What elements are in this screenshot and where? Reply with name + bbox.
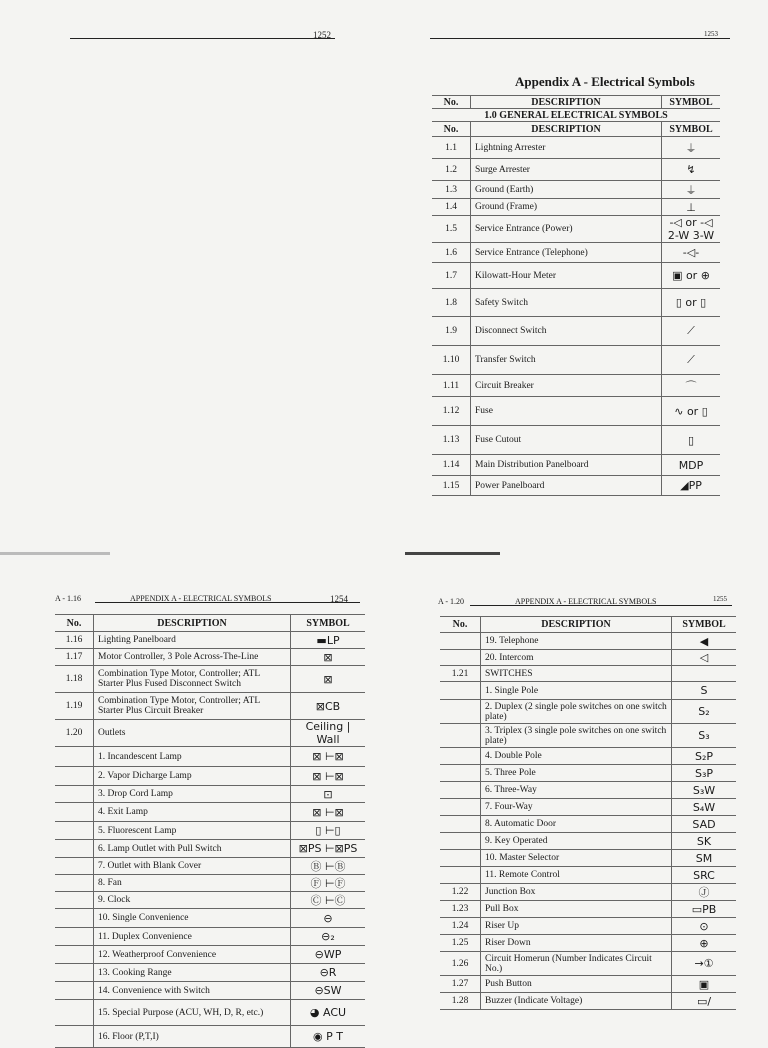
row-symbol: S₄W (672, 799, 737, 816)
row-symbol: SRC (672, 867, 737, 884)
table-row (55, 747, 365, 767)
row-number (55, 946, 94, 964)
row-symbol: S (672, 682, 737, 700)
table-row (432, 455, 720, 476)
table-row (432, 263, 720, 289)
row-number: 1.7 (432, 263, 471, 289)
table-row (55, 649, 365, 666)
row-number: 1.15 (432, 476, 471, 496)
left-side-label: A - 1.16 (55, 594, 81, 603)
row-number: 1.21 (440, 666, 481, 682)
row-number: 1.2 (432, 159, 471, 181)
scan-edge-left (0, 552, 110, 555)
row-number: 1.24 (440, 918, 481, 935)
row-number: 1.20 (55, 720, 94, 747)
row-number: 1.14 (432, 455, 471, 476)
row-description: 7. Four-Way (481, 799, 672, 816)
row-symbol: ⊠CB (291, 693, 366, 720)
row-symbol: ⊙ (672, 918, 737, 935)
row-symbol: ↯ (662, 159, 721, 181)
row-number (55, 786, 94, 803)
row-number (440, 724, 481, 748)
row-number: 1.19 (55, 693, 94, 720)
table-row (55, 858, 365, 875)
table-row (55, 632, 365, 649)
row-description: 15. Special Purpose (ACU, WH, D, R, etc.) (94, 1000, 291, 1026)
row-description: 5. Three Pole (481, 765, 672, 782)
table-row (440, 748, 736, 765)
row-symbol: ⟋ (662, 317, 721, 346)
row-description: Transfer Switch (471, 346, 662, 375)
row-description: Fuse (471, 397, 662, 426)
col-no-header: No. (432, 96, 471, 109)
table-row (55, 786, 365, 803)
row-number: 1.4 (432, 199, 471, 216)
row-number (55, 803, 94, 822)
row-description: Riser Down (481, 935, 672, 952)
row-number (55, 982, 94, 1000)
row-number (55, 892, 94, 909)
row-number: 1.3 (432, 181, 471, 199)
table-row (55, 720, 365, 747)
row-number: 1.8 (432, 289, 471, 317)
table-row (55, 875, 365, 892)
table-row (440, 799, 736, 816)
row-symbol: ⊖WP (291, 946, 366, 964)
row-number: 1.26 (440, 952, 481, 976)
table-row (440, 918, 736, 935)
row-description: 1. Single Pole (481, 682, 672, 700)
row-description: Combination Type Motor, Controller; ATL Starter Plus Circuit Breaker (94, 693, 291, 720)
row-symbol (672, 666, 737, 682)
left-page-number: 1254 (330, 594, 348, 604)
table-row (432, 426, 720, 455)
table-row (55, 909, 365, 928)
row-symbol: ⊠ (291, 649, 366, 666)
table-row (440, 782, 736, 799)
top-rule-right (430, 38, 730, 39)
table-row (432, 346, 720, 375)
row-number (55, 1026, 94, 1048)
row-description: 3. Triplex (3 single pole switches on one switch plate) (481, 724, 672, 748)
table-row (440, 833, 736, 850)
row-symbol: ▭PB (672, 901, 737, 918)
table-row (55, 982, 365, 1000)
row-symbol: ⏚ (662, 181, 721, 199)
row-description: 2. Vapor Dicharge Lamp (94, 767, 291, 786)
row-description: Pull Box (481, 901, 672, 918)
row-number: 1.6 (432, 243, 471, 263)
table-row (432, 397, 720, 426)
table-row (440, 633, 736, 650)
row-symbol: ▣ (672, 976, 737, 993)
table-row (55, 693, 365, 720)
table-row (55, 892, 365, 909)
row-number: 1.27 (440, 976, 481, 993)
row-symbol: S₂P (672, 748, 737, 765)
row-description: Circuit Breaker (471, 375, 662, 397)
row-symbol: ⟋ (662, 346, 721, 375)
row-symbol: SAD (672, 816, 737, 833)
row-symbol: ⊖R (291, 964, 366, 982)
row-symbol: ◀ (672, 633, 737, 650)
row-description: Service Entrance (Power) (471, 216, 662, 243)
row-symbol: -◁- (662, 243, 721, 263)
row-number (55, 747, 94, 767)
table-row (55, 946, 365, 964)
row-description: 10. Master Selector (481, 850, 672, 867)
row-symbol: ▬LP (291, 632, 366, 649)
row-number: 1.9 (432, 317, 471, 346)
col-symbol-header-2: SYMBOL (662, 122, 721, 137)
row-symbol: S₃W (672, 782, 737, 799)
row-symbol: -◁ or -◁ 2-W 3-W (662, 216, 721, 243)
row-description: Fuse Cutout (471, 426, 662, 455)
row-description: 20. Intercom (481, 650, 672, 666)
page-number-1252: 1252 (313, 30, 331, 40)
page-title: Appendix A - Electrical Symbols (515, 74, 695, 89)
row-number (440, 850, 481, 867)
row-symbol: ▯ or ▯ (662, 289, 721, 317)
table-row (432, 199, 720, 216)
right-col-no-header: No. (440, 617, 481, 633)
right-col-desc-header: DESCRIPTION (481, 617, 672, 633)
row-description: Riser Up (481, 918, 672, 935)
row-number: 1.18 (55, 666, 94, 693)
table-row (55, 1000, 365, 1026)
row-number (55, 909, 94, 928)
table-row (440, 682, 736, 700)
table-row (432, 159, 720, 181)
row-symbol: ▯ (662, 426, 721, 455)
row-description: 4. Exit Lamp (94, 803, 291, 822)
table-row (440, 993, 736, 1010)
row-number: 1.22 (440, 884, 481, 901)
table-row (432, 476, 720, 496)
right-symbol-table (440, 616, 736, 1010)
row-symbol: ⊡ (291, 786, 366, 803)
row-number (55, 767, 94, 786)
row-symbol: ⊠ ⊢⊠ (291, 767, 366, 786)
row-number (55, 1000, 94, 1026)
row-number: 1.5 (432, 216, 471, 243)
row-description: Outlets (94, 720, 291, 747)
row-description: Surge Arrester (471, 159, 662, 181)
row-description: 19. Telephone (481, 633, 672, 650)
row-description: 11. Duplex Convenience (94, 928, 291, 946)
table-row (432, 216, 720, 243)
row-number (55, 858, 94, 875)
table-row (440, 850, 736, 867)
row-description: Disconnect Switch (471, 317, 662, 346)
table-row (432, 137, 720, 159)
row-symbol: Ceiling | Wall (291, 720, 366, 747)
table-row (55, 928, 365, 946)
row-symbol: Ⓙ (672, 884, 737, 901)
row-description: Motor Controller, 3 Pole Across-The-Line (94, 649, 291, 666)
row-description: Lighting Panelboard (94, 632, 291, 649)
row-number (55, 840, 94, 858)
row-description: 8. Fan (94, 875, 291, 892)
table-row (55, 803, 365, 822)
table-row (440, 650, 736, 666)
row-number (440, 867, 481, 884)
row-number (55, 928, 94, 946)
page-number-1253: 1253 (704, 30, 718, 38)
right-page-number: 1255 (713, 595, 727, 603)
row-number (440, 748, 481, 765)
row-symbol: SM (672, 850, 737, 867)
left-col-desc-header: DESCRIPTION (94, 615, 291, 632)
row-number (55, 822, 94, 840)
row-symbol: ⊠ ⊢⊠ (291, 747, 366, 767)
table-row (440, 765, 736, 782)
row-description: Buzzer (Indicate Voltage) (481, 993, 672, 1010)
row-description: 1. Incandescent Lamp (94, 747, 291, 767)
row-symbol: ◢PP (662, 476, 721, 496)
table-row (432, 375, 720, 397)
row-symbol: SK (672, 833, 737, 850)
row-number: 1.12 (432, 397, 471, 426)
row-symbol: ⌒ (662, 375, 721, 397)
right-side-label: A - 1.20 (438, 597, 464, 606)
row-description: 12. Weatherproof Convenience (94, 946, 291, 964)
row-number: 1.13 (432, 426, 471, 455)
row-number: 1.25 (440, 935, 481, 952)
row-description: 7. Outlet with Blank Cover (94, 858, 291, 875)
row-number: 1.11 (432, 375, 471, 397)
row-symbol: ▣ or ⊕ (662, 263, 721, 289)
row-symbol: ⏚ (662, 137, 721, 159)
row-description: 5. Fluorescent Lamp (94, 822, 291, 840)
table-row (440, 666, 736, 682)
row-number (440, 782, 481, 799)
table-row (432, 243, 720, 263)
row-description: Kilowatt-Hour Meter (471, 263, 662, 289)
table-row (440, 867, 736, 884)
left-header-text: APPENDIX A - ELECTRICAL SYMBOLS (130, 594, 272, 603)
left-col-no-header: No. (55, 615, 94, 632)
table-row (55, 767, 365, 786)
row-description: 16. Floor (P,T,I) (94, 1026, 291, 1048)
table-row (55, 666, 365, 693)
row-symbol: ⊖₂ (291, 928, 366, 946)
row-symbol: ▭/ (672, 993, 737, 1010)
col-no-header-2: No. (432, 122, 471, 137)
row-symbol: ∿ or ▯ (662, 397, 721, 426)
table-row (55, 822, 365, 840)
table-row (55, 840, 365, 858)
table-row (440, 935, 736, 952)
table-row (440, 976, 736, 993)
row-symbol: S₂ (672, 700, 737, 724)
row-description: 2. Duplex (2 single pole switches on one switch plate) (481, 700, 672, 724)
row-number (440, 682, 481, 700)
row-symbol: ⊕ (672, 935, 737, 952)
row-number (440, 833, 481, 850)
row-symbol: Ⓒ ⊢Ⓒ (291, 892, 366, 909)
row-description: 10. Single Convenience (94, 909, 291, 928)
row-symbol: ⊖ (291, 909, 366, 928)
row-description: Power Panelboard (471, 476, 662, 496)
row-symbol: S₃ (672, 724, 737, 748)
row-number (440, 700, 481, 724)
row-description: Circuit Homerun (Number Indicates Circuit No.) (481, 952, 672, 976)
row-symbol: Ⓑ ⊢Ⓑ (291, 858, 366, 875)
right-header-text: APPENDIX A - ELECTRICAL SYMBOLS (515, 597, 657, 606)
row-symbol: ⊠ (291, 666, 366, 693)
row-description: 3. Drop Cord Lamp (94, 786, 291, 803)
table-row (55, 1026, 365, 1048)
row-description: Ground (Frame) (471, 199, 662, 216)
table-row (432, 181, 720, 199)
row-number (440, 633, 481, 650)
table-row (440, 700, 736, 724)
table-row (432, 289, 720, 317)
row-number: 1.23 (440, 901, 481, 918)
row-description: Junction Box (481, 884, 672, 901)
row-description: 6. Lamp Outlet with Pull Switch (94, 840, 291, 858)
top-rule-left (70, 38, 335, 39)
section-title: 1.0 GENERAL ELECTRICAL SYMBOLS (432, 109, 720, 122)
row-number: 1.1 (432, 137, 471, 159)
row-number (440, 799, 481, 816)
col-desc-header-2: DESCRIPTION (471, 122, 662, 137)
row-symbol: ⊥ (662, 199, 721, 216)
row-number: 1.28 (440, 993, 481, 1010)
row-symbol: ▯ ⊢▯ (291, 822, 366, 840)
row-number (55, 964, 94, 982)
right-header-rule (470, 605, 732, 606)
left-header-rule (95, 602, 360, 603)
row-symbol: ◕ ACU (291, 1000, 366, 1026)
row-symbol: ⊠ ⊢⊠ (291, 803, 366, 822)
table-row (440, 884, 736, 901)
left-col-symbol-header: SYMBOL (291, 615, 366, 632)
scan-edge-right (405, 552, 500, 555)
row-symbol: S₃P (672, 765, 737, 782)
row-description: Ground (Earth) (471, 181, 662, 199)
col-desc-header: DESCRIPTION (471, 96, 662, 109)
table-row (432, 317, 720, 346)
row-number: 1.10 (432, 346, 471, 375)
row-description: SWITCHES (481, 666, 672, 682)
row-description: 6. Three-Way (481, 782, 672, 799)
row-number: 1.16 (55, 632, 94, 649)
row-description: 4. Double Pole (481, 748, 672, 765)
row-description: Combination Type Motor, Controller; ATL Starter Plus Fused Disconnect Switch (94, 666, 291, 693)
row-symbol: MDP (662, 455, 721, 476)
row-description: Service Entrance (Telephone) (471, 243, 662, 263)
right-col-symbol-header: SYMBOL (672, 617, 737, 633)
row-number (440, 765, 481, 782)
row-description: 11. Remote Control (481, 867, 672, 884)
row-number (55, 875, 94, 892)
table-row (440, 724, 736, 748)
row-symbol: Ⓕ ⊢Ⓕ (291, 875, 366, 892)
row-number (440, 650, 481, 666)
table-row (440, 816, 736, 833)
top-symbol-table (432, 95, 720, 496)
row-description: Lightning Arrester (471, 137, 662, 159)
row-description: 9. Clock (94, 892, 291, 909)
row-description: Safety Switch (471, 289, 662, 317)
row-number: 1.17 (55, 649, 94, 666)
row-description: Push Button (481, 976, 672, 993)
row-number (440, 816, 481, 833)
row-description: 9. Key Operated (481, 833, 672, 850)
row-symbol: →① (672, 952, 737, 976)
left-symbol-table (55, 614, 365, 1048)
row-symbol: ◁ (672, 650, 737, 666)
row-symbol: ⊖SW (291, 982, 366, 1000)
row-symbol: ◉ P T (291, 1026, 366, 1048)
row-description: 13. Cooking Range (94, 964, 291, 982)
table-row (440, 952, 736, 976)
col-symbol-header: SYMBOL (662, 96, 721, 109)
row-description: Main Distribution Panelboard (471, 455, 662, 476)
row-description: 14. Convenience with Switch (94, 982, 291, 1000)
table-row (440, 901, 736, 918)
row-symbol: ⊠PS ⊢⊠PS (291, 840, 366, 858)
table-row (55, 964, 365, 982)
row-description: 8. Automatic Door (481, 816, 672, 833)
